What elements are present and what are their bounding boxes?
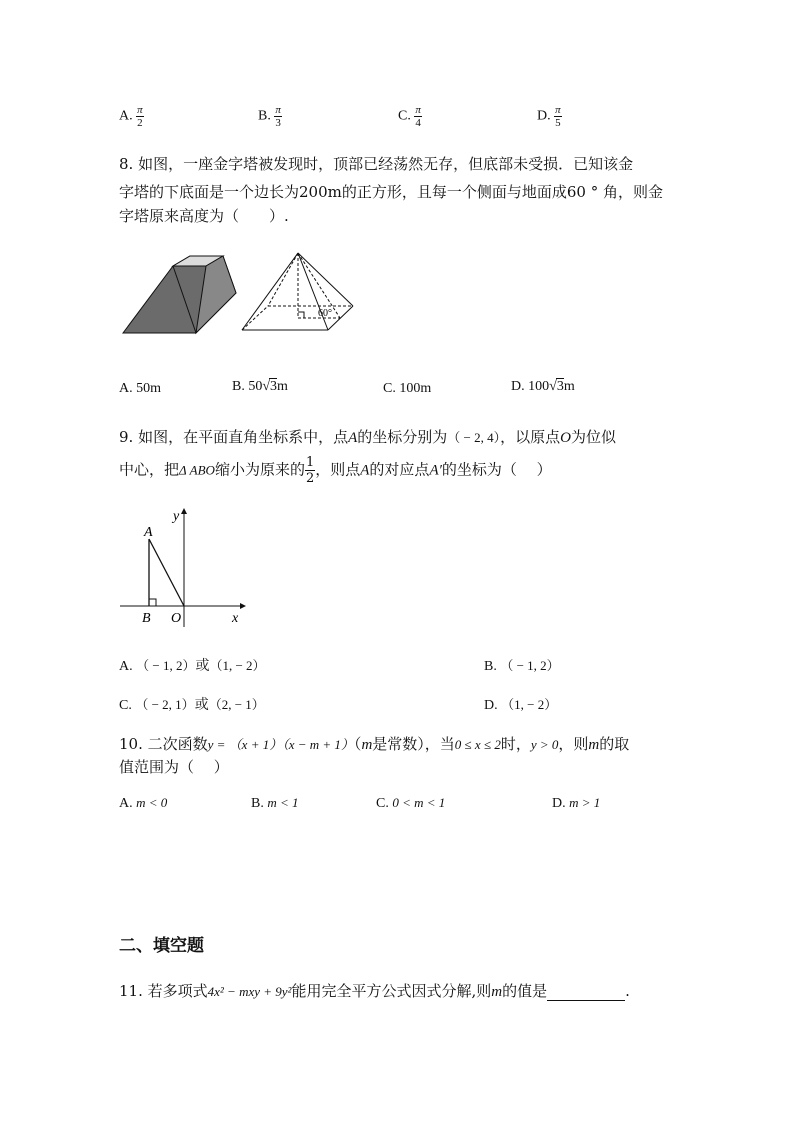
text: 9. 如图，在平面直角坐标系中，点 [119, 428, 349, 446]
unit: m [563, 379, 575, 394]
variable: m [491, 984, 503, 1000]
text: 是常数），当 [372, 735, 455, 753]
numerator: π [555, 104, 561, 116]
coordinate: （1, − 2） [501, 697, 558, 712]
q8-line-2: 字塔的下底面是一个边长为200m的正方形，且每一个侧面与地面成60 ° 角，则金 [119, 183, 663, 201]
text: 的值是 [502, 982, 548, 1000]
variable: m [588, 737, 600, 753]
coefficient: 50 [248, 379, 263, 394]
q8-option-b: B. 50√3m [232, 379, 288, 394]
option-label: A. [119, 796, 133, 811]
inequality: m < 1 [267, 795, 299, 810]
text: 为位似 [570, 428, 616, 446]
denominator: 2 [137, 117, 143, 129]
x-arrow-icon [240, 603, 246, 609]
y-arrow-icon [181, 508, 187, 514]
q10-line-1 [119, 733, 629, 754]
denominator: 4 [415, 117, 421, 129]
text: ，以原点 [500, 428, 561, 446]
q8-option-c: C. 100m [383, 381, 432, 396]
q8-line-3: 字塔原来高度为（ ）. [119, 207, 289, 225]
text: . [625, 982, 630, 1000]
text: ，则点 [315, 460, 361, 479]
text: 或 [194, 697, 209, 713]
coefficient: 100 [528, 379, 550, 394]
coordinate: （1, − 2） [209, 658, 266, 673]
option-label: C. [119, 698, 132, 713]
q9-line-1 [119, 426, 616, 447]
denominator: 2 [305, 471, 315, 486]
inequality: m < 0 [136, 795, 168, 810]
numerator: π [415, 104, 421, 116]
q10-option-b [251, 795, 299, 812]
point-a-label: A [144, 525, 153, 540]
answer-blank[interactable] [547, 986, 625, 1001]
inequality: m > 1 [569, 795, 601, 810]
segment-ao [149, 539, 184, 606]
polynomial: 4x² − mxy + 9y² [207, 984, 292, 999]
q9-option-c [119, 694, 265, 714]
text: 的取 [599, 735, 630, 753]
function-expr: y = （x + 1）（x − m + 1） [207, 737, 354, 752]
text: 缩小为原来的 [214, 460, 305, 479]
option-label: B. [258, 108, 271, 124]
q7-option-a [119, 104, 144, 129]
text: 的坐标分别为 [357, 428, 448, 446]
coordinate: （ − 2, 4） [447, 430, 501, 445]
coordinate-figure [118, 505, 248, 630]
point-name: A′ [429, 462, 442, 479]
numerator: 1 [305, 455, 315, 470]
q10-option-a [119, 795, 167, 812]
text: 能用完全平方公式因式分解,则 [291, 982, 492, 1000]
condition-expr: y > 0 [530, 737, 559, 752]
q10-option-c [376, 795, 445, 812]
fraction [274, 104, 282, 129]
variable: m [361, 737, 373, 753]
q8-option-d: D. 100√3m [511, 379, 575, 394]
q7-option-b [258, 104, 282, 129]
unit: m [277, 379, 288, 394]
x-label: x [232, 611, 239, 626]
right-angle-mark [149, 599, 156, 606]
coordinate: （ − 1, 2） [136, 658, 196, 673]
text: （ [353, 735, 362, 753]
option-label: B. [484, 659, 497, 674]
wire-pyramid [242, 253, 353, 330]
q9-option-d [484, 694, 557, 714]
text: 11. 若多项式 [119, 982, 208, 1000]
denominator: 5 [555, 117, 561, 129]
option-label: B. [251, 796, 264, 811]
range-expr: 0 ≤ x ≤ 2 [454, 737, 501, 752]
triangle: Δ ABO [179, 462, 215, 478]
option-label: D. [537, 108, 551, 124]
text: ，则 [558, 735, 589, 753]
fraction [414, 104, 422, 129]
q7-option-d [537, 104, 562, 129]
numerator: π [275, 104, 281, 116]
radicand: 3 [270, 379, 278, 394]
text: 的坐标为（ ） [441, 460, 552, 479]
text: 中心，把 [119, 460, 180, 479]
point-name: A [360, 462, 370, 479]
q8-option-a: A. 50m [119, 381, 161, 396]
denominator: 3 [275, 117, 281, 129]
coordinate: （2, − 1） [208, 697, 265, 712]
text: 10. 二次函数 [119, 735, 208, 753]
fraction [305, 455, 315, 486]
text: 时， [500, 735, 531, 753]
option-label: B. [232, 379, 245, 394]
coordinate: （ − 2, 1） [135, 697, 195, 712]
option-label: D. [484, 698, 498, 713]
q8-line-1: 8. 如图，一座金字塔被发现时，顶部已经荡然无存，但底部未受损．已知该金 [119, 155, 634, 173]
y-label: y [173, 509, 180, 524]
angle-label: 60° [318, 308, 332, 319]
radicand: 3 [556, 379, 564, 394]
point-name: A [348, 430, 358, 446]
point-name: O [560, 430, 571, 446]
q7-option-c [398, 104, 422, 129]
option-label: C. [376, 796, 389, 811]
q11-line [119, 980, 630, 1001]
option-label: D. [552, 796, 566, 811]
section-heading: 二、填空题 [119, 936, 204, 956]
inequality: 0 < m < 1 [392, 795, 446, 810]
option-label: A. [119, 659, 133, 674]
option-label: C. [398, 108, 411, 124]
point-b-label: B [142, 611, 151, 626]
point-o-label: O [171, 611, 182, 626]
q10-line-2: 值范围为（ ） [119, 758, 229, 776]
q9-option-b [484, 655, 560, 675]
q9-option-a [119, 655, 266, 675]
text: 的对应点 [369, 460, 430, 479]
q9-line-2 [119, 455, 552, 486]
coordinate: （ − 1, 2） [500, 658, 560, 673]
numerator: π [137, 104, 143, 116]
q10-option-d [552, 795, 600, 812]
option-label: A. [119, 108, 133, 124]
pyramid-figure [118, 248, 358, 338]
fraction [554, 104, 562, 129]
fraction [136, 104, 144, 129]
option-label: D. [511, 379, 525, 394]
text: 或 [195, 658, 210, 674]
